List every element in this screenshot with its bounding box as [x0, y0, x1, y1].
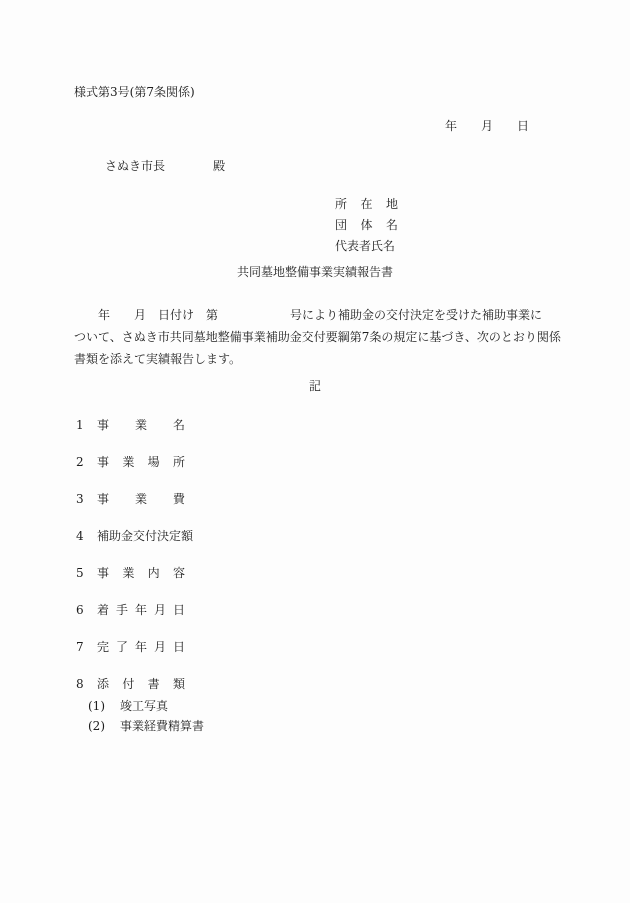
item-label: 着手年月日	[97, 603, 185, 617]
item-number: 1	[76, 418, 84, 432]
signer-organization-label: 団体名	[335, 218, 398, 232]
item-label: 事業名	[97, 418, 185, 432]
attachment-label: 竣工写真	[120, 699, 169, 713]
attachment-completion-photo	[88, 699, 556, 714]
item-label: 事業費	[97, 492, 185, 506]
item-label: 事業内容	[97, 566, 185, 580]
attachments-list	[74, 699, 556, 734]
item-grant-decision-amount	[76, 529, 556, 544]
form-number: 様式第3号(第7条関係)	[74, 85, 195, 99]
attachment-expense-statement	[88, 719, 556, 734]
recipient-honorific: 殿	[213, 159, 226, 173]
item-label: 補助金交付決定額	[97, 529, 194, 543]
items-list	[74, 418, 556, 692]
attachment-label: 事業経費精算書	[120, 719, 205, 733]
ki-marker: 記	[308, 379, 321, 393]
body-line-3: 書類を添えて実績報告します。	[74, 352, 242, 366]
recipient-line	[105, 159, 556, 174]
body-line-1: 年 月 日付け 第 号により補助金の交付決定を受けた補助事業に	[74, 308, 543, 322]
signer-block	[335, 194, 556, 257]
item-project-cost	[76, 492, 556, 507]
item-label: 完了年月日	[97, 640, 185, 654]
attachment-number: (1)	[88, 699, 105, 713]
signer-organization-row	[335, 215, 556, 236]
item-attached-documents	[76, 677, 556, 692]
item-number: 4	[76, 529, 84, 543]
item-number: 6	[76, 603, 84, 617]
item-number: 8	[76, 677, 84, 691]
item-label: 事業場所	[97, 455, 185, 469]
item-number: 3	[76, 492, 84, 506]
item-number: 2	[76, 455, 84, 469]
signer-representative-row	[335, 236, 556, 257]
recipient-name: さぬき市長	[105, 159, 166, 173]
attachment-number: (2)	[88, 719, 105, 733]
date-line: 年 月 日	[444, 119, 529, 133]
item-completion-date	[76, 640, 556, 655]
item-label: 添付書類	[97, 677, 185, 691]
body-line-2: ついて、さぬき市共同墓地整備事業補助金交付要綱第7条の規定に基づき、次のとおり関係	[74, 330, 561, 344]
item-project-name	[76, 418, 556, 433]
signer-location-row	[335, 194, 556, 215]
body-paragraph	[74, 304, 561, 370]
item-start-date	[76, 603, 556, 618]
item-number: 7	[76, 640, 84, 654]
item-number: 5	[76, 566, 84, 580]
signer-location-label: 所在地	[335, 197, 398, 211]
item-project-location	[76, 455, 556, 470]
item-project-description	[76, 566, 556, 581]
signer-representative-label: 代表者氏名	[335, 239, 396, 253]
document-title: 共同墓地整備事業実績報告書	[236, 265, 393, 279]
